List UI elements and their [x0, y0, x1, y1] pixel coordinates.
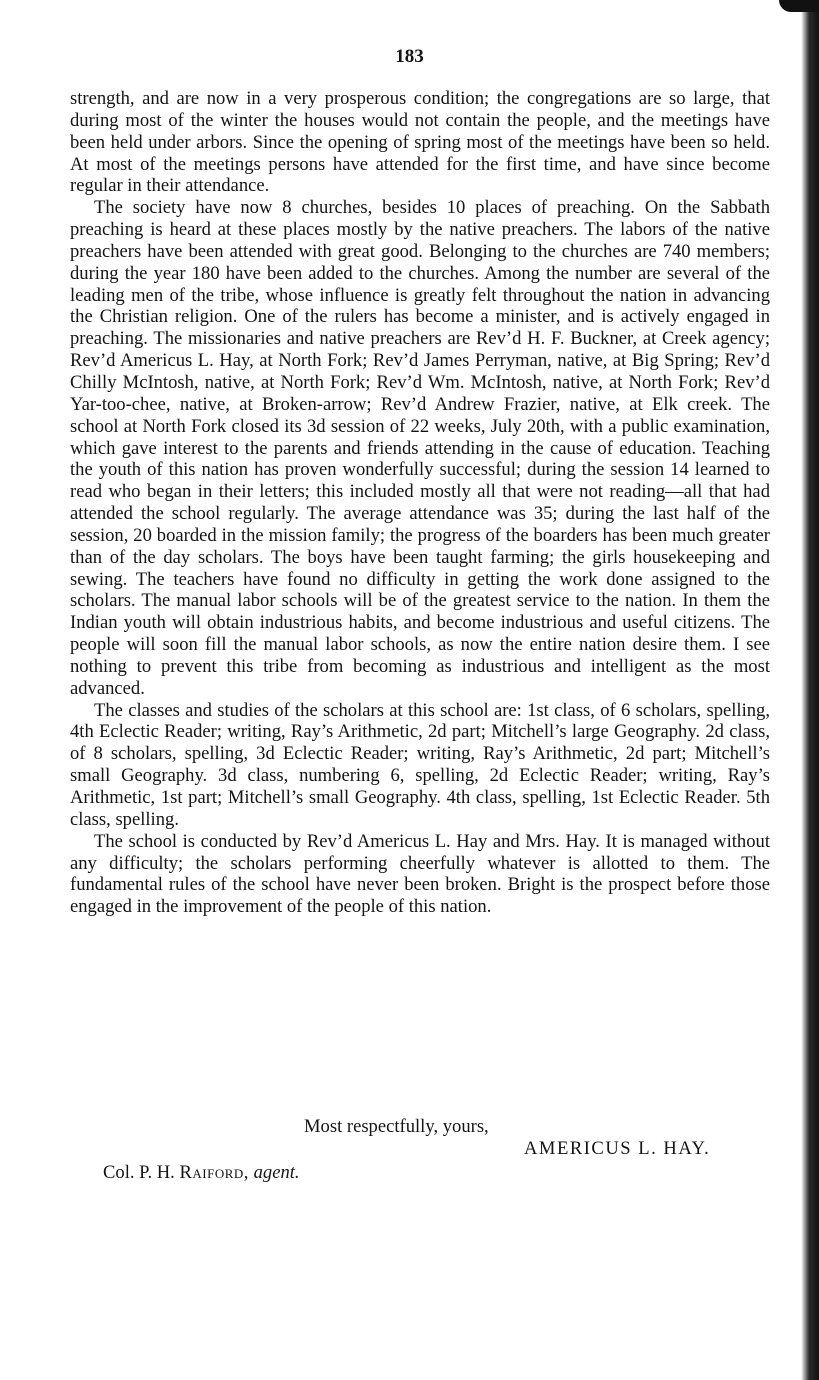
page-edge-shadow — [801, 0, 819, 1380]
letter-body — [70, 88, 770, 918]
page-number: 183 — [395, 46, 424, 67]
page-corner — [779, 0, 819, 12]
addressee — [103, 1162, 300, 1184]
paragraph-2: The society have now 8 churches, besides 10 places of preaching. On the Sabbath preaching is heard at these places mostly by the native preachers. The labors of the native preachers have been attended with great good. Belonging to the churches are 740 members; during the year 180 have been added to the churches. Among the number are several of the leading men of the tribe, whose influence is greatly felt throughout the nation in advancing the Christian religion. One of the rulers has become a minister, and is actively engaged in preaching. The missionaries and native preachers are Rev’d H. F. Buckner, at Creek agency; Rev’d Americus L. Hay, at North Fork; Rev’d James Perryman, native, at Big Spring; Rev’d Chilly McIntosh, native, at North Fork; Rev’d Wm. McIntosh, native, at North Fork; Rev’d Yar-too-chee, native, at Broken-arrow; Rev’d Andrew Frazier, native, at Elk creek. The school at North Fork closed its 3d session of 22 weeks, July 20th, with a public examination, which gave interest to the parents and friends attending in the cause of education. Teaching the youth of this nation has proven wonderfully successful; during the session 14 learned to read who began in their letters; this included mostly all that were not reading—all that had attended the school regularly. The average attendance was 35; during the last half of the session, 20 boarded in the mission family; the progress of the boarders has been much greater than of the day scholars. The boys have been taught farming; the girls housekeeping and sewing. The teachers have found no difficulty in getting the work done assigned to the scholars. The manual labor schools will be of the greatest service to the nation. In them the Indian youth will obtain industrious habits, and become industrious and useful citizens. The people will soon fill the manual labor schools, as now the entire nation desire them. I see nothing to prevent this tribe from becoming as industrious and intelligent as the most advanced. — [70, 197, 770, 699]
paragraph-4: The school is conducted by Rev’d Americus L. Hay and Mrs. Hay. It is managed without any difficulty; the scholars performing cheerfully whatever is allotted to them. The fundamental rules of the school have never been broken. Bright is the prospect before those engaged in the improvement of the people of this nation. — [70, 830, 770, 918]
paragraph-1: strength, and are now in a very prosperous condition; the congregations are so large, that during most of the winter the houses would not contain the people, and the meetings have been held under arbors. Since the opening of spring most of the meetings have been so held. At most of the meetings persons have attended for the first time, and have since become regular in their attendance. — [70, 88, 770, 197]
addressee-name: Raiford, — [179, 1162, 249, 1183]
closing-line: Most respectfully, yours, — [304, 1116, 489, 1137]
addressee-role: agent. — [253, 1162, 300, 1183]
addressee-prefix: Col. P. H. — [103, 1162, 175, 1183]
paragraph-3: The classes and studies of the scholars at this school are: 1st class, of 6 scholars, spelling, 4th Eclectic Reader; writing, Ray’s Arithmetic, 2d part; Mitchell’s large Geography. 2d class, of 8 scholars, spelling, 3d Eclectic Reader; writing, Ray’s Arithmetic, 2d part; Mitchell’s small Geography. 3d class, numbering 6, spelling, 2d Eclectic Reader; writing, Ray’s Arithmetic, 1st part; Mitchell’s small Geography. 4th class, spelling, 1st Eclectic Reader. 5th class, spelling. — [70, 699, 770, 830]
signature: AMERICUS L. HAY. — [524, 1138, 711, 1159]
